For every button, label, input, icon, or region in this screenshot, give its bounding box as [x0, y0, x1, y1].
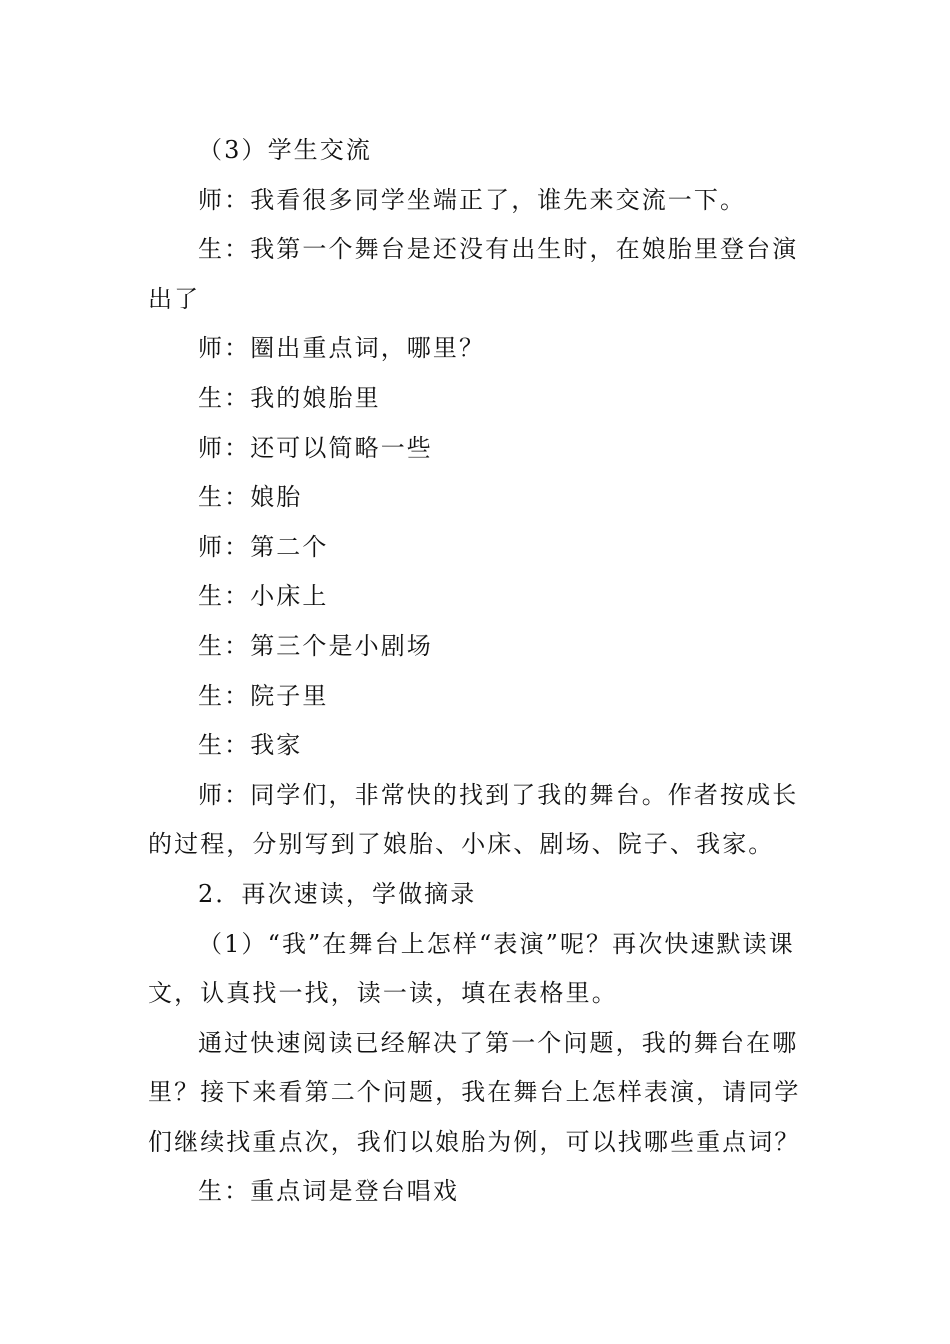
- paragraph-student-4: 生：小床上: [198, 582, 329, 611]
- paragraph-task-1: （1）“我”在舞台上怎样“表演”呢？再次快速默读课文，认真找一找，读一读，填在表格里。: [148, 929, 795, 1008]
- paragraph-student-5: 生：第三个是小剧场: [198, 631, 433, 660]
- paragraph-student-8: 生：重点词是登台唱戏: [198, 1177, 459, 1206]
- paragraph-teacher-5: 师：同学们，非常快的找到了我的舞台。作者按成长的过程，分别写到了娘胎、小床、剧场、院子、我家。: [148, 780, 799, 859]
- paragraph-student-6: 生：院子里: [198, 681, 329, 710]
- paragraph-student-2: 生：我的娘胎里: [198, 383, 381, 412]
- paragraph-teacher-4: 师：第二个: [198, 532, 329, 561]
- paragraph-teacher-6: 通过快速阅读已经解决了第一个问题，我的舞台在哪里？接下来看第二个问题，我在舞台上怎样表演，请同学们继续找重点次，我们以娘胎为例，可以找哪些重点词？: [148, 1028, 801, 1156]
- paragraph-teacher-1: 师：我看很多同学坐端正了，谁先来交流一下。: [198, 185, 747, 214]
- paragraph-teacher-3: 师：还可以简略一些: [198, 433, 433, 462]
- paragraph-heading-reread: 2．再次速读，学做摘录: [198, 879, 477, 908]
- document-body: [148, 126, 808, 1217]
- paragraph-heading-student-exchange: （3）学生交流: [198, 136, 372, 164]
- paragraph-student-1: 生：我第一个舞台是还没有出生时，在娘胎里登台演出了: [148, 235, 799, 313]
- paragraph-teacher-2: 师：圈出重点词，哪里？: [198, 334, 486, 363]
- paragraph-student-7: 生：我家: [198, 731, 303, 760]
- paragraph-student-3: 生：娘胎: [198, 483, 303, 512]
